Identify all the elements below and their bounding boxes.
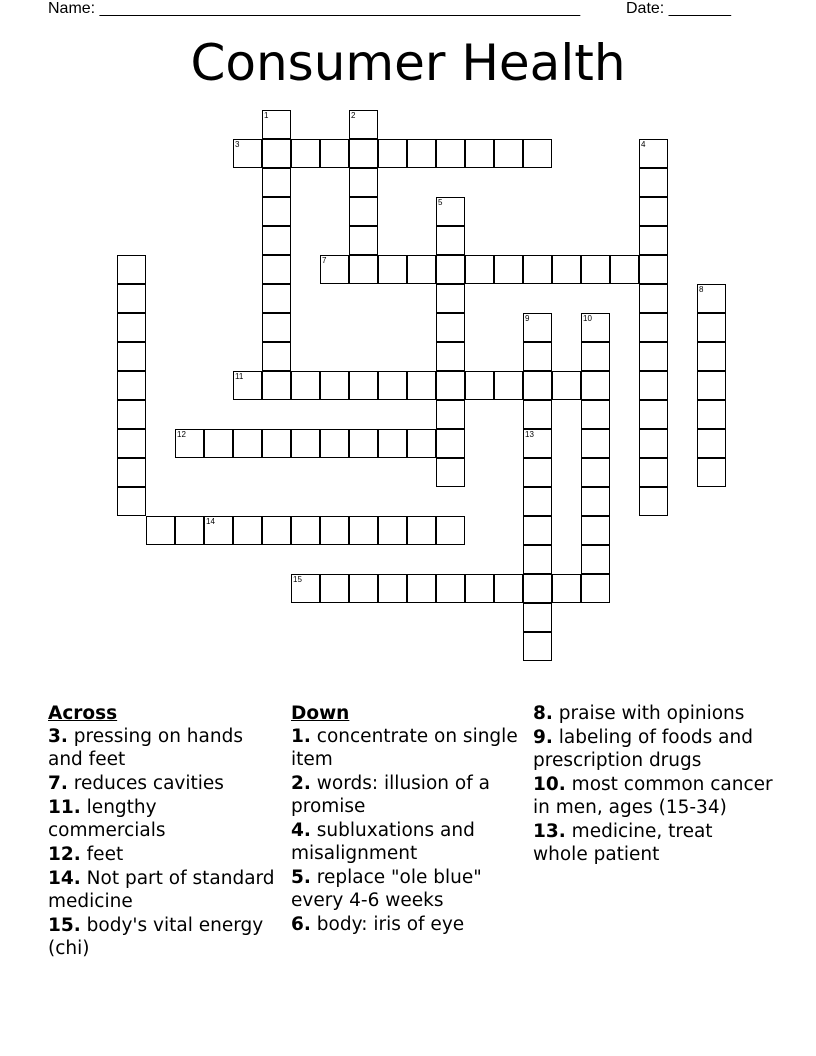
grid-cell[interactable]: [291, 429, 320, 458]
grid-cell[interactable]: [639, 342, 668, 371]
grid-cell[interactable]: [262, 516, 291, 545]
grid-cell[interactable]: [523, 545, 552, 574]
grid-cell[interactable]: [639, 139, 668, 168]
grid-cell[interactable]: [581, 342, 610, 371]
clue-item-number: 5.: [291, 867, 311, 888]
grid-cell[interactable]: [436, 313, 465, 342]
grid-cell[interactable]: [436, 197, 465, 226]
clue-number: 12: [177, 430, 186, 439]
grid-cell[interactable]: [378, 574, 407, 603]
grid-cell[interactable]: [117, 371, 146, 400]
clue-item-number: 10.: [533, 774, 566, 795]
clue-number: 1: [264, 111, 269, 120]
clue-item-text: most common cancer in men, ages (15-34): [533, 774, 773, 818]
clue-item-number: 6.: [291, 914, 311, 935]
clue-item: [48, 725, 278, 771]
grid-cell[interactable]: [639, 255, 668, 284]
grid-cell[interactable]: [117, 458, 146, 487]
grid-cell[interactable]: [117, 342, 146, 371]
grid-cell[interactable]: [291, 516, 320, 545]
grid-cell[interactable]: [407, 516, 436, 545]
grid-cell[interactable]: [262, 429, 291, 458]
grid-cell[interactable]: [117, 313, 146, 342]
clue-item-text: praise with opinions: [558, 703, 745, 724]
clue-number: 7: [322, 256, 327, 265]
grid-cell[interactable]: [204, 429, 233, 458]
grid-cell[interactable]: [349, 371, 378, 400]
clue-number: 15: [293, 575, 302, 584]
grid-cell[interactable]: [523, 516, 552, 545]
clue-number: 5: [438, 198, 443, 207]
grid-cell[interactable]: [494, 255, 523, 284]
grid-cell[interactable]: [581, 545, 610, 574]
grid-cell[interactable]: [349, 139, 378, 168]
grid-cell[interactable]: [349, 429, 378, 458]
grid-cell[interactable]: [639, 168, 668, 197]
clue-item: [533, 820, 773, 866]
clue-item: [48, 796, 278, 842]
grid-cell[interactable]: [581, 313, 610, 342]
clue-item-number: 2.: [291, 773, 311, 794]
grid-cell[interactable]: [349, 168, 378, 197]
grid-cell[interactable]: [436, 400, 465, 429]
grid-cell[interactable]: [436, 255, 465, 284]
grid-cell[interactable]: [436, 429, 465, 458]
across-heading: Across: [48, 703, 118, 724]
grid-cell[interactable]: [581, 371, 610, 400]
clue-item-number: 11.: [48, 797, 81, 818]
clue-item: [291, 819, 521, 865]
grid-cell[interactable]: [233, 139, 262, 168]
grid-cell[interactable]: [523, 400, 552, 429]
grid-cell[interactable]: [291, 574, 320, 603]
clue-item: [48, 914, 278, 960]
grid-cell[interactable]: [639, 284, 668, 313]
grid-cell[interactable]: [436, 342, 465, 371]
grid-cell[interactable]: [523, 342, 552, 371]
grid-cell[interactable]: [349, 574, 378, 603]
clue-number: 10: [583, 314, 592, 323]
clue-item-number: 9.: [533, 727, 553, 748]
grid-cell[interactable]: [320, 139, 349, 168]
grid-cell[interactable]: [320, 255, 349, 284]
across-clues: [48, 702, 278, 961]
grid-cell[interactable]: [349, 110, 378, 139]
grid-cell[interactable]: [349, 197, 378, 226]
clue-item-text: words: illusion of a promise: [291, 773, 490, 817]
grid-cell[interactable]: [523, 603, 552, 632]
grid-cell[interactable]: [378, 255, 407, 284]
clue-item: [533, 702, 773, 725]
grid-cell[interactable]: [233, 429, 262, 458]
clue-item-text: subluxations and misalignment: [291, 820, 475, 864]
clue-item: [48, 843, 278, 866]
grid-cell[interactable]: [320, 429, 349, 458]
down-clues-continued: [533, 702, 773, 867]
date-field[interactable]: Date: _______: [626, 0, 731, 17]
grid-cell[interactable]: [262, 110, 291, 139]
clue-item-text: feet: [86, 844, 124, 865]
clue-number: 2: [351, 111, 356, 120]
grid-cell[interactable]: [320, 516, 349, 545]
grid-cell[interactable]: [523, 429, 552, 458]
down-heading: Down: [291, 703, 350, 724]
clue-item: [291, 772, 521, 818]
clue-item-number: 14.: [48, 868, 81, 889]
grid-cell[interactable]: [436, 458, 465, 487]
grid-cell[interactable]: [697, 429, 726, 458]
grid-cell[interactable]: [117, 284, 146, 313]
grid-cell[interactable]: [378, 139, 407, 168]
clue-item: [533, 726, 773, 772]
grid-cell[interactable]: [465, 371, 494, 400]
grid-cell[interactable]: [378, 429, 407, 458]
grid-cell[interactable]: [262, 255, 291, 284]
clue-item-number: 8.: [533, 703, 553, 724]
grid-cell[interactable]: [436, 516, 465, 545]
grid-cell[interactable]: [436, 139, 465, 168]
grid-cell[interactable]: [262, 168, 291, 197]
clue-number: 8: [699, 285, 704, 294]
grid-cell[interactable]: [523, 574, 552, 603]
clue-item-text: lengthy commercials: [48, 797, 166, 841]
clue-number: 13: [525, 430, 534, 439]
grid-cell[interactable]: [262, 139, 291, 168]
grid-cell[interactable]: [552, 255, 581, 284]
clue-item-number: 4.: [291, 820, 311, 841]
grid-cell[interactable]: [436, 284, 465, 313]
grid-cell[interactable]: [117, 255, 146, 284]
clue-item-text: Not part of standard medicine: [48, 868, 275, 912]
grid-cell[interactable]: [349, 255, 378, 284]
clue-number: 9: [525, 314, 530, 323]
grid-cell[interactable]: [407, 574, 436, 603]
grid-cell[interactable]: [436, 574, 465, 603]
grid-cell[interactable]: [378, 516, 407, 545]
clue-item-number: 13.: [533, 821, 566, 842]
grid-cell[interactable]: [639, 371, 668, 400]
grid-cell[interactable]: [697, 313, 726, 342]
clue-item-text: pressing on hands and feet: [48, 726, 243, 770]
clue-number: 3: [235, 140, 240, 149]
grid-cell[interactable]: [262, 226, 291, 255]
page-title: Consumer Health: [190, 34, 626, 92]
clue-number: 4: [641, 140, 646, 149]
grid-cell[interactable]: [697, 458, 726, 487]
grid-cell[interactable]: [262, 284, 291, 313]
clue-item: [291, 913, 521, 936]
grid-cell[interactable]: [552, 574, 581, 603]
grid-cell[interactable]: [697, 342, 726, 371]
clue-item-text: medicine, treat whole patient: [533, 821, 713, 865]
grid-cell[interactable]: [117, 400, 146, 429]
grid-cell[interactable]: [581, 429, 610, 458]
grid-cell[interactable]: [233, 516, 262, 545]
grid-cell[interactable]: [320, 371, 349, 400]
grid-cell[interactable]: [436, 371, 465, 400]
clue-item-number: 7.: [48, 773, 68, 794]
grid-cell[interactable]: [465, 574, 494, 603]
clue-item-text: replace "ole blue" every 4-6 weeks: [291, 867, 482, 911]
clue-number: 11: [235, 372, 244, 381]
grid-cell[interactable]: [465, 139, 494, 168]
grid-cell[interactable]: [552, 371, 581, 400]
clue-item: [533, 773, 773, 819]
grid-cell[interactable]: [523, 313, 552, 342]
grid-cell[interactable]: [262, 313, 291, 342]
grid-cell[interactable]: [494, 139, 523, 168]
grid-cell[interactable]: [117, 429, 146, 458]
grid-cell[interactable]: [117, 487, 146, 516]
grid-cell[interactable]: [523, 255, 552, 284]
grid-cell[interactable]: [349, 226, 378, 255]
grid-cell[interactable]: [262, 371, 291, 400]
grid-cell[interactable]: [262, 197, 291, 226]
clue-item-text: reduces cavities: [73, 773, 224, 794]
clue-item-number: 1.: [291, 726, 311, 747]
grid-cell[interactable]: [697, 284, 726, 313]
grid-cell[interactable]: [639, 400, 668, 429]
grid-cell[interactable]: [639, 429, 668, 458]
clue-item-number: 15.: [48, 915, 81, 936]
grid-cell[interactable]: [639, 197, 668, 226]
grid-cell[interactable]: [523, 487, 552, 516]
grid-cell[interactable]: [581, 458, 610, 487]
grid-cell[interactable]: [610, 255, 639, 284]
grid-cell[interactable]: [407, 371, 436, 400]
clue-item-number: 3.: [48, 726, 68, 747]
clue-item: [291, 725, 521, 771]
grid-cell[interactable]: [523, 458, 552, 487]
clue-item: [48, 772, 278, 795]
grid-cell[interactable]: [581, 516, 610, 545]
grid-cell[interactable]: [407, 429, 436, 458]
grid-cell[interactable]: [175, 429, 204, 458]
clue-item-text: body: iris of eye: [316, 914, 465, 935]
grid-cell[interactable]: [697, 400, 726, 429]
grid-cell[interactable]: [639, 226, 668, 255]
grid-cell[interactable]: [523, 632, 552, 661]
grid-cell[interactable]: [378, 371, 407, 400]
grid-cell[interactable]: [494, 371, 523, 400]
grid-cell[interactable]: [639, 458, 668, 487]
grid-cell[interactable]: [233, 371, 262, 400]
clue-item-number: 12.: [48, 844, 81, 865]
grid-cell[interactable]: [262, 342, 291, 371]
clue-item: [291, 866, 521, 912]
grid-cell[interactable]: [465, 255, 494, 284]
clue-number: 14: [206, 517, 215, 526]
grid-cell[interactable]: [639, 487, 668, 516]
grid-cell[interactable]: [639, 313, 668, 342]
grid-cell[interactable]: [581, 487, 610, 516]
grid-cell[interactable]: [291, 371, 320, 400]
grid-cell[interactable]: [407, 139, 436, 168]
grid-cell[interactable]: [581, 574, 610, 603]
clue-item-text: labeling of foods and prescription drugs: [533, 727, 753, 771]
clue-item-text: body's vital energy (chi): [48, 915, 264, 959]
grid-cell[interactable]: [494, 574, 523, 603]
clue-item-text: concentrate on single item: [291, 726, 518, 770]
grid-cell[interactable]: [291, 139, 320, 168]
grid-cell[interactable]: [407, 255, 436, 284]
clue-item: [48, 867, 278, 913]
grid-cell[interactable]: [523, 371, 552, 400]
grid-cell[interactable]: [523, 139, 552, 168]
grid-cell[interactable]: [146, 516, 175, 545]
grid-cell[interactable]: [349, 516, 378, 545]
grid-cell[interactable]: [697, 371, 726, 400]
grid-cell[interactable]: [204, 516, 233, 545]
down-clues: [291, 702, 521, 937]
grid-cell[interactable]: [436, 226, 465, 255]
grid-cell[interactable]: [581, 400, 610, 429]
grid-cell[interactable]: [581, 255, 610, 284]
grid-cell[interactable]: [175, 516, 204, 545]
grid-cell[interactable]: [320, 574, 349, 603]
name-field[interactable]: Name: ______________________________________________________: [48, 0, 581, 17]
